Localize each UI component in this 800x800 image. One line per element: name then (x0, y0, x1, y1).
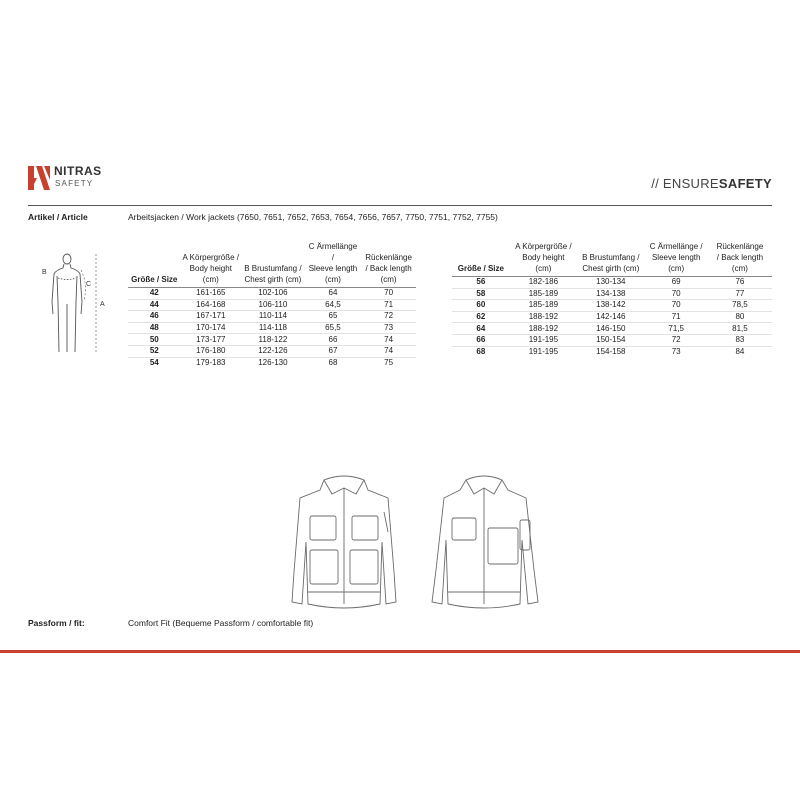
size-cell: 60 (452, 300, 510, 312)
col-back-header: Rückenlänge / Back length (cm) (365, 253, 412, 284)
col-size-header: Größe / Size (131, 275, 178, 284)
body-height-cell: 173-177 (181, 334, 242, 346)
sleeve-length-cell: 73 (645, 346, 708, 357)
header-divider (28, 205, 772, 206)
body-height-cell: 161-165 (181, 288, 242, 300)
table-row (128, 322, 416, 334)
table-row (452, 334, 772, 346)
sleeve-length-cell: 70 (645, 300, 708, 312)
back-length-cell: 74 (361, 345, 416, 357)
sleeve-length-cell: 72 (645, 334, 708, 346)
back-length-cell: 72 (361, 311, 416, 323)
chest-girth-cell: 106-110 (241, 299, 305, 311)
sleeve-length-cell: 64 (305, 288, 361, 300)
chest-girth-cell: 154-158 (577, 346, 644, 357)
sleeve-length-cell: 64,5 (305, 299, 361, 311)
body-height-cell: 170-174 (181, 322, 242, 334)
chest-girth-cell: 146-150 (577, 323, 644, 335)
size-cell: 62 (452, 311, 510, 323)
chest-girth-cell: 102-106 (241, 288, 305, 300)
body-height-cell: 188-192 (510, 311, 577, 323)
size-cell: 50 (128, 334, 181, 346)
sleeve-length-cell: 65 (305, 311, 361, 323)
col-back-header: Rückenlänge / Back length (cm) (716, 242, 764, 273)
col-body-height-header: A Körpergröße / Body height (cm) (182, 253, 240, 284)
label-a: A (100, 301, 105, 308)
back-length-cell: 73 (361, 322, 416, 334)
table-row (452, 346, 772, 357)
sleeve-length-cell: 71 (645, 311, 708, 323)
chest-girth-cell: 110-114 (241, 311, 305, 323)
chest-girth-cell: 150-154 (577, 334, 644, 346)
fit-label: Passform / fit: (28, 618, 85, 628)
jacket-front-drawing (288, 472, 400, 620)
brand-slogan (651, 176, 772, 191)
table-row (128, 311, 416, 323)
col-sleeve-header: C Ärmellänge / Sleeve length (cm) (649, 242, 703, 273)
size-cell: 64 (452, 323, 510, 335)
sleeve-length-cell: 68 (305, 357, 361, 368)
table-row (128, 288, 416, 300)
chest-girth-cell: 130-134 (577, 277, 644, 289)
back-length-cell: 81,5 (708, 323, 772, 335)
body-height-cell: 167-171 (181, 311, 242, 323)
size-cell: 52 (128, 345, 181, 357)
back-length-cell: 71 (361, 299, 416, 311)
back-length-cell: 83 (708, 334, 772, 346)
body-height-cell: 176-180 (181, 345, 242, 357)
size-cell: 46 (128, 311, 181, 323)
back-length-cell: 80 (708, 311, 772, 323)
chest-girth-cell: 142-146 (577, 311, 644, 323)
article-label: Artikel / Article (28, 212, 88, 222)
sleeve-length-cell: 69 (645, 277, 708, 289)
size-cell: 54 (128, 357, 181, 368)
back-length-cell: 75 (361, 357, 416, 368)
sleeve-length-cell: 71,5 (645, 323, 708, 335)
jacket-side-drawing (428, 470, 544, 620)
body-height-cell: 182-186 (510, 277, 577, 289)
back-length-cell: 77 (708, 288, 772, 300)
table-row (452, 277, 772, 289)
back-length-cell: 76 (708, 277, 772, 289)
size-cell: 42 (128, 288, 181, 300)
table-row (452, 300, 772, 312)
label-c: C (86, 281, 92, 288)
article-value: Arbeitsjacken / Work jackets (7650, 7651, 7652, 7653, 7654, 7656, 7657, 7750, 7751, 7752, 7755) (128, 212, 498, 222)
chest-girth-cell: 138-142 (577, 300, 644, 312)
sleeve-length-cell: 70 (645, 288, 708, 300)
body-height-cell: 188-192 (510, 323, 577, 335)
size-cell: 44 (128, 299, 181, 311)
slogan-bold: SAFETY (718, 176, 772, 191)
size-table-header (452, 241, 772, 277)
back-length-cell: 84 (708, 346, 772, 357)
table-row (452, 311, 772, 323)
col-chest-header: B Brustumfang / Chest girth (cm) (582, 253, 640, 273)
col-chest-header: B Brustumfang / Chest girth (cm) (244, 264, 302, 284)
table-row (128, 345, 416, 357)
body-height-cell: 191-195 (510, 346, 577, 357)
col-body-height-header: A Körpergröße / Body height (cm) (515, 242, 572, 273)
table-row (128, 357, 416, 368)
body-height-cell: 164-168 (181, 299, 242, 311)
col-size-header: Größe / Size (457, 264, 504, 273)
size-table-left (128, 241, 416, 368)
chest-girth-cell: 122-126 (241, 345, 305, 357)
chest-girth-cell: 134-138 (577, 288, 644, 300)
table-row (452, 323, 772, 335)
table-row (452, 288, 772, 300)
chest-girth-cell: 118-122 (241, 334, 305, 346)
size-cell: 48 (128, 322, 181, 334)
back-length-cell: 78,5 (708, 300, 772, 312)
col-sleeve-header: C Ärmellänge / Sleeve length (cm) (308, 242, 358, 284)
size-cell: 66 (452, 334, 510, 346)
back-length-cell: 70 (361, 288, 416, 300)
table-row (128, 299, 416, 311)
fit-value: Comfort Fit (Bequeme Passform / comfortable fit) (128, 618, 314, 628)
body-height-cell: 185-189 (510, 288, 577, 300)
sleeve-length-cell: 65,5 (305, 322, 361, 334)
chest-girth-cell: 126-130 (241, 357, 305, 368)
slogan-prefix: // ENSURE (651, 176, 719, 191)
label-b: B (42, 269, 47, 276)
chest-girth-cell: 114-118 (241, 322, 305, 334)
sleeve-length-cell: 66 (305, 334, 361, 346)
footer-accent-bar (0, 650, 800, 653)
body-height-cell: 179-183 (181, 357, 242, 368)
size-table-right (452, 241, 772, 357)
size-cell: 58 (452, 288, 510, 300)
back-length-cell: 74 (361, 334, 416, 346)
brand-logo (28, 162, 118, 202)
body-height-cell: 185-189 (510, 300, 577, 312)
size-cell: 56 (452, 277, 510, 289)
brand-name: NITRAS (54, 164, 102, 178)
body-height-cell: 191-195 (510, 334, 577, 346)
sleeve-length-cell: 67 (305, 345, 361, 357)
size-table-header (128, 241, 416, 288)
body-measurement-figure (34, 244, 114, 356)
brand-subtitle: SAFETY (55, 179, 94, 188)
table-row (128, 334, 416, 346)
size-cell: 68 (452, 346, 510, 357)
nitras-logo-icon (28, 162, 50, 194)
